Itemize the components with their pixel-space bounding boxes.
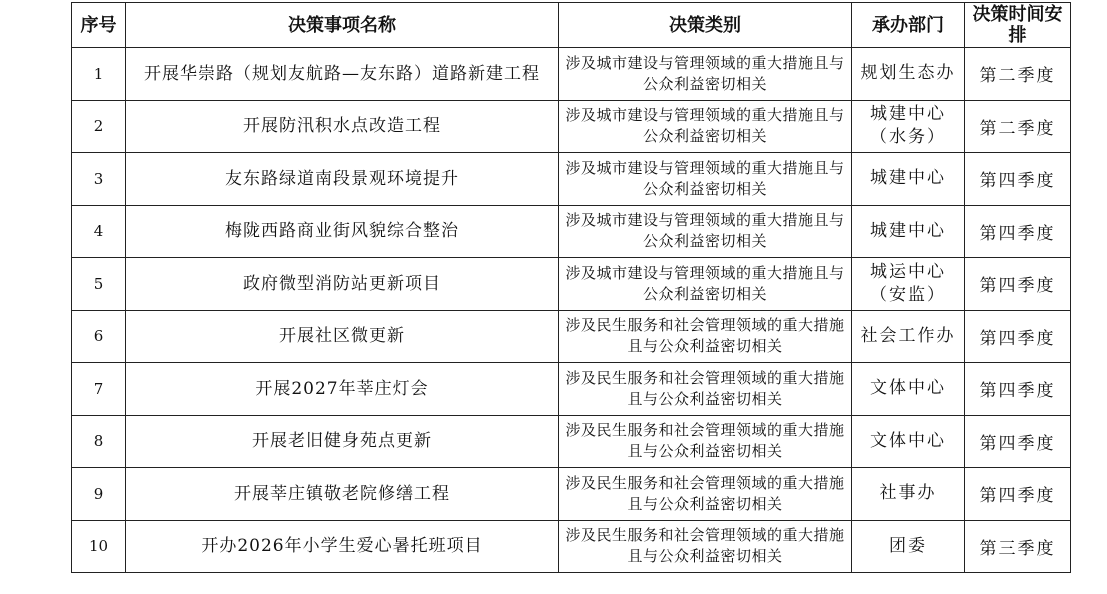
row-department: 城建中心（水务）: [852, 100, 965, 153]
row-name: 友东路绿道南段景观环境提升: [126, 153, 559, 206]
row-name: 开展防汛积水点改造工程: [126, 100, 559, 153]
table-row: [72, 310, 1071, 363]
row-name: 开展华崇路（规划友航路—友东路）道路新建工程: [126, 48, 559, 101]
table-row: [72, 100, 1071, 153]
row-schedule: 第四季度: [965, 363, 1071, 416]
row-category: 涉及城市建设与管理领域的重大措施且与公众利益密切相关: [559, 205, 852, 258]
row-no: 10: [72, 520, 126, 573]
row-no: 1: [72, 48, 126, 101]
row-department: 城建中心: [852, 153, 965, 206]
row-category: 涉及民生服务和社会管理领域的重大措施且与公众利益密切相关: [559, 415, 852, 468]
table-row: [72, 468, 1071, 521]
header-category: 决策类别: [559, 3, 852, 48]
row-department: 文体中心: [852, 415, 965, 468]
row-name: 开办2026年小学生爱心暑托班项目: [126, 520, 559, 573]
row-no: 2: [72, 100, 126, 153]
table-row: [72, 153, 1071, 206]
row-category: 涉及城市建设与管理领域的重大措施且与公众利益密切相关: [559, 100, 852, 153]
decision-table: [71, 2, 1071, 573]
row-category: 涉及民生服务和社会管理领域的重大措施且与公众利益密切相关: [559, 310, 852, 363]
row-name: 开展2027年莘庄灯会: [126, 363, 559, 416]
row-name: 开展莘庄镇敬老院修缮工程: [126, 468, 559, 521]
row-category: 涉及民生服务和社会管理领域的重大措施且与公众利益密切相关: [559, 363, 852, 416]
row-category: 涉及民生服务和社会管理领域的重大措施且与公众利益密切相关: [559, 468, 852, 521]
header-name: 决策事项名称: [126, 3, 559, 48]
row-name: 梅陇西路商业街风貌综合整治: [126, 205, 559, 258]
table-row: [72, 520, 1071, 573]
row-no: 4: [72, 205, 126, 258]
row-name: 政府微型消防站更新项目: [126, 258, 559, 311]
row-schedule: 第二季度: [965, 100, 1071, 153]
table-row: [72, 205, 1071, 258]
row-no: 6: [72, 310, 126, 363]
row-schedule: 第三季度: [965, 520, 1071, 573]
row-name: 开展老旧健身苑点更新: [126, 415, 559, 468]
table-row: [72, 48, 1071, 101]
row-schedule: 第二季度: [965, 48, 1071, 101]
row-department: 文体中心: [852, 363, 965, 416]
row-schedule: 第四季度: [965, 153, 1071, 206]
table-row: [72, 258, 1071, 311]
row-department: 规划生态办: [852, 48, 965, 101]
row-schedule: 第四季度: [965, 415, 1071, 468]
row-schedule: 第四季度: [965, 310, 1071, 363]
row-no: 5: [72, 258, 126, 311]
row-no: 7: [72, 363, 126, 416]
table-row: [72, 415, 1071, 468]
table-header-row: [72, 3, 1071, 48]
row-no: 3: [72, 153, 126, 206]
header-department: 承办部门: [852, 3, 965, 48]
row-department: 团委: [852, 520, 965, 573]
header-no: 序号: [72, 3, 126, 48]
row-category: 涉及民生服务和社会管理领域的重大措施且与公众利益密切相关: [559, 520, 852, 573]
row-schedule: 第四季度: [965, 205, 1071, 258]
row-category: 涉及城市建设与管理领域的重大措施且与公众利益密切相关: [559, 258, 852, 311]
table-row: [72, 363, 1071, 416]
row-department: 社会工作办: [852, 310, 965, 363]
row-name: 开展社区微更新: [126, 310, 559, 363]
header-schedule: 决策时间安排: [965, 3, 1071, 48]
row-no: 9: [72, 468, 126, 521]
row-category: 涉及城市建设与管理领域的重大措施且与公众利益密切相关: [559, 48, 852, 101]
row-no: 8: [72, 415, 126, 468]
row-department: 社事办: [852, 468, 965, 521]
row-schedule: 第四季度: [965, 258, 1071, 311]
row-category: 涉及城市建设与管理领域的重大措施且与公众利益密切相关: [559, 153, 852, 206]
row-department: 城建中心: [852, 205, 965, 258]
row-schedule: 第四季度: [965, 468, 1071, 521]
row-department: 城运中心（安监）: [852, 258, 965, 311]
